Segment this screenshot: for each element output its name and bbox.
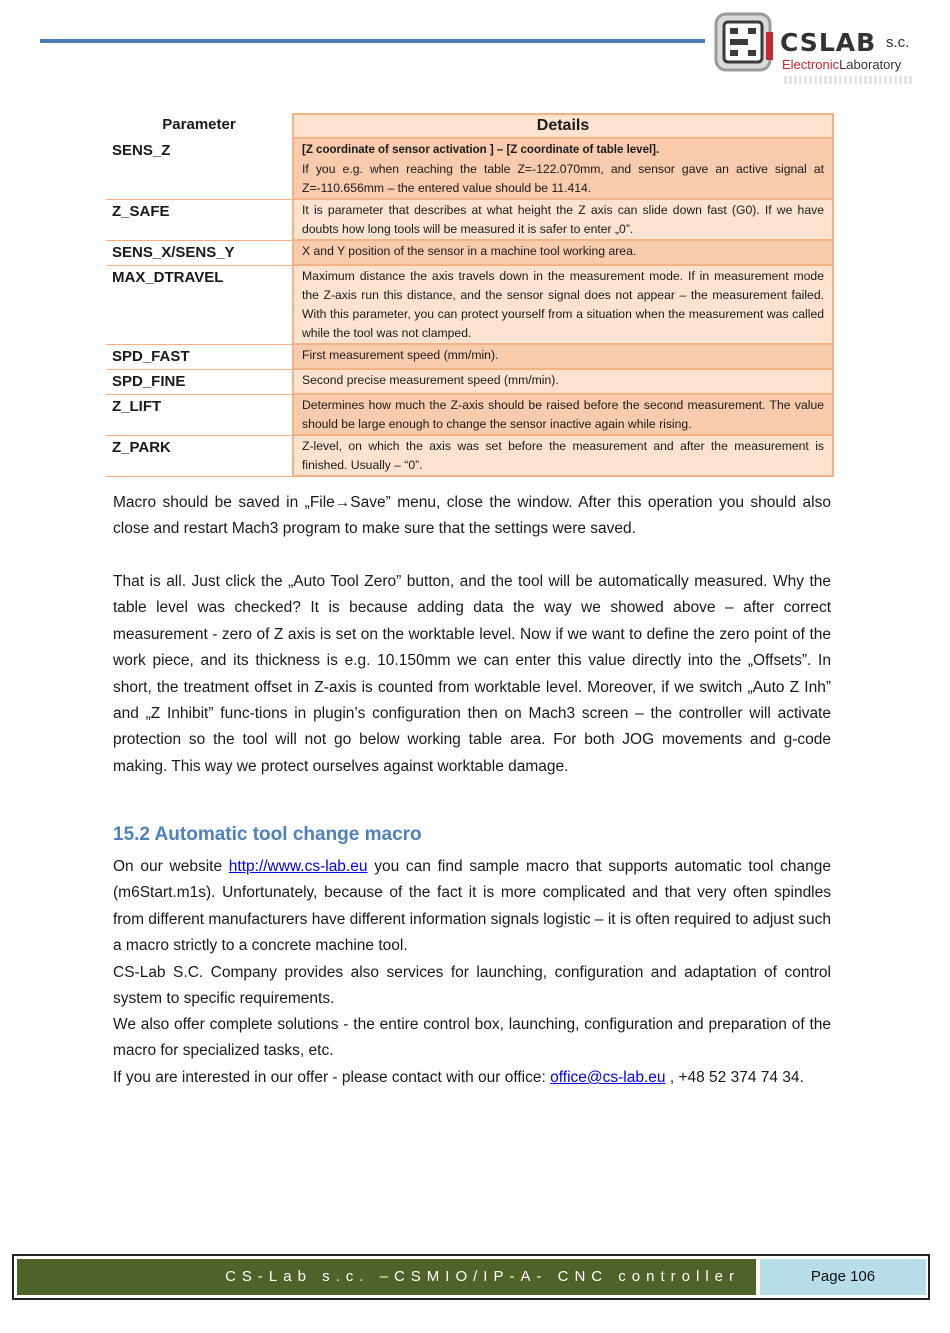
table-row <box>106 436 834 477</box>
logo-reflection <box>784 76 914 84</box>
param-details: Z-level, on which the axis was set before the measurement and after the measurement is finished. Usually – “0”. <box>292 436 834 477</box>
paragraph-solutions: We also offer complete solutions - the entire control box, launching, configuration and preparation of the macro for specialized tasks, etc. <box>113 1016 831 1060</box>
email-link[interactable]: office@cs-lab.eu <box>550 1069 666 1086</box>
param-details <box>292 139 834 200</box>
param-details: X and Y position of the sensor in a machine tool working area. <box>292 241 834 266</box>
parameters-table <box>106 113 834 477</box>
column-header-parameter: Parameter <box>162 116 236 133</box>
logo-wordmark: CSLAB <box>780 28 877 57</box>
table-row <box>106 266 834 345</box>
param-details: Second precise measurement speed (mm/min). <box>292 370 834 395</box>
table-row <box>106 345 834 370</box>
logo-tagline: ElectronicLaboratory <box>782 57 902 72</box>
paragraph-website: On our website http://www.cs-lab.eu you can find sample macro that supports automatic tool change (m6Start.m1s). Unfortunately, because of the fact it is more complicated and that very often spindles from different manufacturers have different information signals logistic – it is often required to adjust such a macro strictly to a concrete machine tool. <box>113 858 831 955</box>
paragraph-save-macro: Macro should be saved in „File→Save” menu, close the window. After this operation you should also close and restart Mach3 program to make sure that the settings were saved. <box>113 494 831 538</box>
param-details: First measurement speed (mm/min). <box>292 345 834 370</box>
page-number: Page 106 <box>760 1259 926 1295</box>
paragraph-contact: If you are interested in our offer - please contact with our office: office@cs-lab.eu , +48 52 374 74 34. <box>113 1069 804 1086</box>
header-rule <box>40 39 705 43</box>
cslab-logo <box>714 12 924 90</box>
param-name: SENS_Z <box>106 139 292 200</box>
footer-title: CS-Lab s.c. –CSMIO/IP-A- CNC controller <box>17 1259 756 1295</box>
param-name: Z_LIFT <box>106 395 292 436</box>
param-name: SPD_FINE <box>106 370 292 395</box>
cslab-logo-icon <box>714 12 776 76</box>
param-name: MAX_DTRAVEL <box>106 266 292 345</box>
param-details: It is parameter that describes at what height the Z axis can slide down fast (G0). If we have doubts how long tools will be measured it is safer to enter „0”. <box>292 200 834 241</box>
website-link[interactable]: http://www.cs-lab.eu <box>228 858 368 875</box>
param-name: SPD_FAST <box>106 345 292 370</box>
paragraph-services: CS-Lab S.C. Company provides also services for launching, configuration and adaptation of control system to specific requirements. <box>113 964 831 1008</box>
table-row <box>106 139 834 200</box>
param-details-text: If you e.g. when reaching the table Z=-122.070mm, and sensor gave an active signal at Z=-110.656mm – the entered value should be 11.414. <box>302 162 824 195</box>
table-header-row <box>106 113 834 139</box>
table-row <box>106 241 834 266</box>
section-heading: 15.2 Automatic tool change macro <box>113 824 422 845</box>
param-details-formula: [Z coordinate of sensor activation ] – [Z coordinate of table level]. <box>302 144 660 156</box>
param-name: SENS_X/SENS_Y <box>106 241 292 266</box>
table-row <box>106 395 834 436</box>
param-details: Maximum distance the axis travels down in the measurement mode. If in measurement mode the Z-axis run this distance, and the sensor signal does not appear – the measurement failed. With this parameter, you can protect yourself from a situation when the measurement was called while the tool was not clamped. <box>292 266 834 345</box>
param-details: Determines how much the Z-axis should be raised before the second measurement. The value should be large enough to change the sensor inactive again while rising. <box>292 395 834 436</box>
paragraph-auto-tool-zero: That is all. Just click the „Auto Tool Zero” button, and the tool will be automatically measured. Why the table level was checked? It is because adding data the way we showed above – after correct measurement - zero of Z axis is set on the worktable level. Now if we want to define the zero point of the work piece, and its thickness is e.g. 10.150mm we can enter this value directly into the „Offsets”. In short, the treatment offset in Z-axis is counted from worktable level. Moreover, if we switch „Auto Z Inh” and „Z Inhibit” func-tions in plugin’s configuration then on Mach3 screen – the controller will activate protection so the tool will not go below working table area. For both JOG movements and g-code making. This way we protect ourselves against worktable damage. <box>113 573 831 775</box>
column-header-details: Details <box>292 113 834 139</box>
table-row <box>106 370 834 395</box>
param-name: Z_SAFE <box>106 200 292 241</box>
param-name: Z_PARK <box>106 436 292 477</box>
logo-sc: s.c. <box>886 34 910 51</box>
table-row <box>106 200 834 241</box>
